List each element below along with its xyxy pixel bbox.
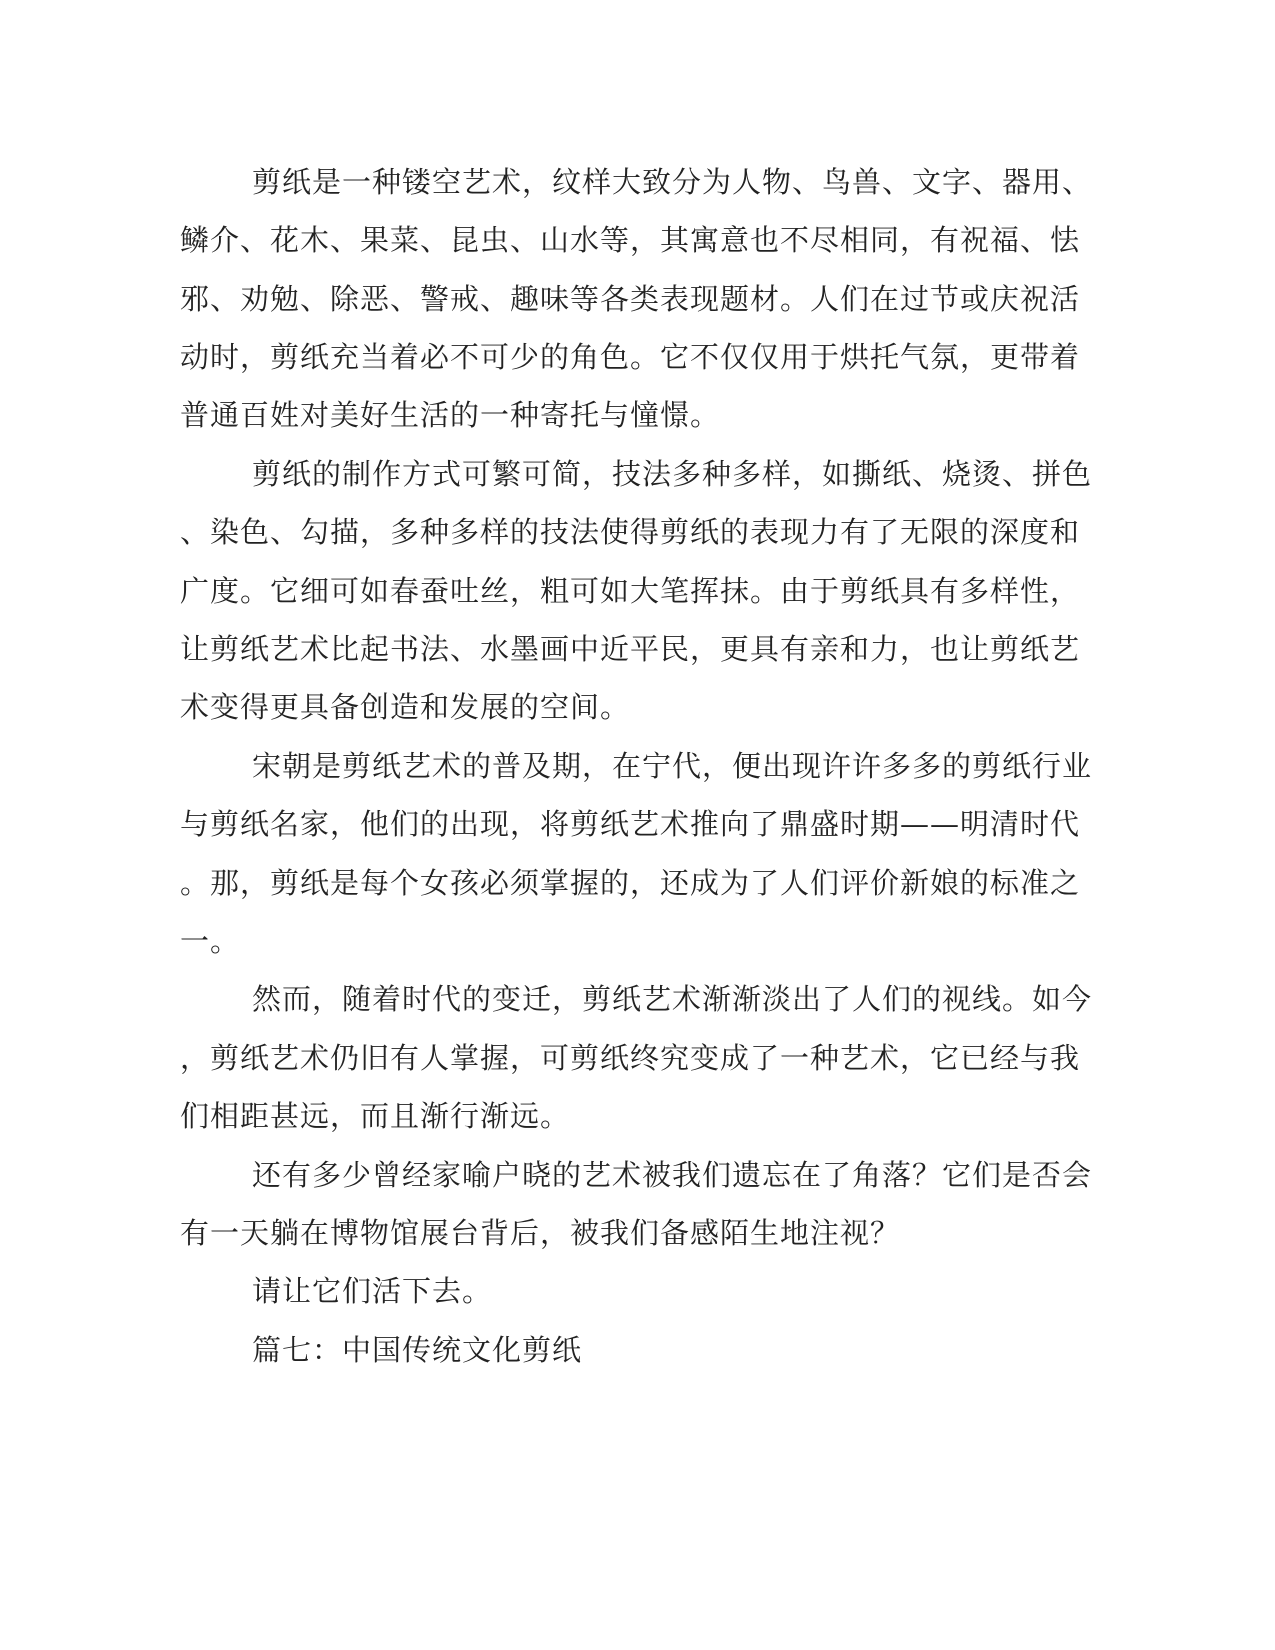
paragraph-2-line-5: 术变得更具备创造和发展的空间。 (180, 690, 631, 724)
paragraph-1-line-5: 普通百姓对美好生活的一种寄托与憧憬。 (180, 398, 721, 432)
paragraph-3-line-3: 。那，剪纸是每个女孩必须掌握的，还成为了人们评价新娘的标准之 (180, 866, 1081, 900)
paragraph-4-line-3: 们相距甚远，而且渐行渐远。 (180, 1099, 571, 1133)
paragraph-3-line-4: 一。 (180, 924, 241, 958)
paragraph-4-line-1: 然而，随着时代的变迁，剪纸艺术渐渐淡出了人们的视线。如今 (252, 982, 1093, 1016)
paragraph-6-line-1: 请让它们活下去。 (252, 1274, 493, 1308)
paragraph-5-line-2: 有一天躺在博物馆展台背后，被我们备感陌生地注视？ (180, 1216, 901, 1250)
paragraph-1-line-3: 邪、劝勉、除恶、警戒、趣味等各类表现题材。人们在过节或庆祝活 (180, 282, 1081, 316)
paragraph-1-line-1: 剪纸是一种镂空艺术，纹样大致分为人物、鸟兽、文字、器用、 (252, 165, 1093, 199)
section-heading: 篇七：中国传统文化剪纸 (252, 1333, 583, 1367)
paragraph-2-line-3: 广度。它细可如春蚕吐丝，粗可如大笔挥抹。由于剪纸具有多样性， (180, 574, 1081, 608)
paragraph-1-line-2: 鳞介、花木、果菜、昆虫、山水等，其寓意也不尽相同，有祝福、怯 (180, 223, 1081, 257)
paragraph-2-line-4: 让剪纸艺术比起书法、水墨画中近平民，更具有亲和力，也让剪纸艺 (180, 632, 1081, 666)
paragraph-1-line-4: 动时，剪纸充当着必不可少的角色。它不仅仅用于烘托气氛，更带着 (180, 340, 1081, 374)
paragraph-2-line-1: 剪纸的制作方式可繁可简，技法多种多样，如撕纸、烧烫、拼色 (252, 457, 1093, 491)
paragraph-3-line-2: 与剪纸名家，他们的出现，将剪纸艺术推向了鼎盛时期——明清时代 (180, 807, 1081, 841)
paragraph-2-line-2: 、染色、勾描，多种多样的技法使得剪纸的表现力有了无限的深度和 (180, 515, 1081, 549)
paragraph-5-line-1: 还有多少曾经家喻户晓的艺术被我们遗忘在了角落？它们是否会 (252, 1158, 1093, 1192)
paragraph-3-line-1: 宋朝是剪纸艺术的普及期，在宁代，便出现许许多多的剪纸行业 (252, 749, 1093, 783)
paragraph-4-line-2: ，剪纸艺术仍旧有人掌握，可剪纸终究变成了一种艺术，它已经与我 (180, 1041, 1081, 1075)
